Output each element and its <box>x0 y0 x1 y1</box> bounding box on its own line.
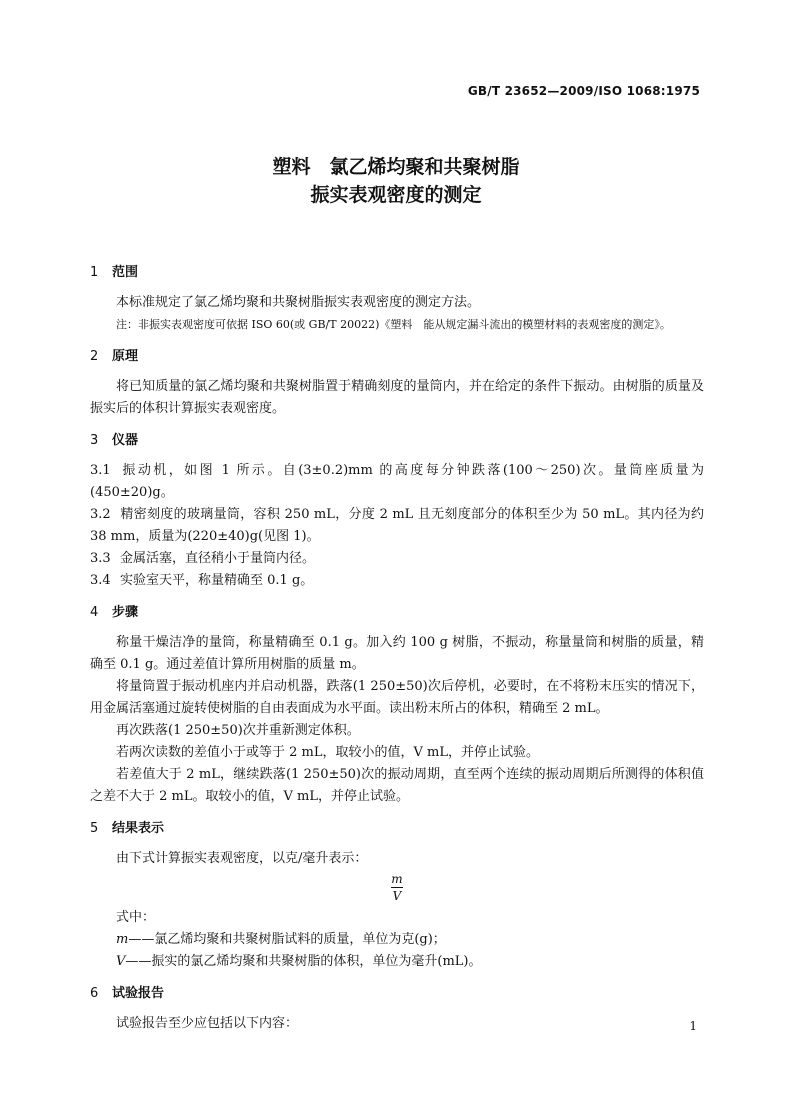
item-text: 振动机，如图 1 所示。自(3±0.2)mm 的高度每分钟跌落(100～250)次。量筒座质量为(450±20)g。 <box>90 463 704 500</box>
item-number: 3.4 <box>90 573 111 588</box>
section-heading-results <box>90 818 704 840</box>
where-label: 式中： <box>116 910 156 925</box>
formula-denominator: V <box>392 889 402 903</box>
section-number: 5 <box>90 821 99 836</box>
formula-numerator: m <box>391 872 403 886</box>
procedure-paragraph: 再次跌落(1 250±50)次并重新测定体积。 <box>116 723 360 738</box>
symbol: m <box>116 932 129 947</box>
section-number: 3 <box>90 433 99 448</box>
item-number: 3.2 <box>90 507 111 522</box>
section-number: 2 <box>90 349 99 364</box>
section-heading-apparatus <box>90 430 704 452</box>
section-heading-principle <box>90 346 704 368</box>
section-number: 4 <box>90 605 99 620</box>
results-paragraph: 由下式计算振实表观密度，以克/毫升表示： <box>116 851 368 866</box>
symbol-definition <box>90 951 704 973</box>
procedure-paragraph: 将量筒置于振动机座内并启动机器，跌落(1 250±50)次后停机，必要时，在不将粉末压实的情况下，用金属活塞通过旋转使树脂的自由表面成为水平面。读出粉末所占的体积，精确至 2 mL。 <box>90 679 704 716</box>
section-number: 1 <box>90 265 99 280</box>
symbol: V <box>116 954 126 969</box>
section-title: 范围 <box>112 265 139 280</box>
procedure-paragraph: 若两次读数的差值小于或等于 2 mL，取较小的值，V mL，并停止试验。 <box>116 745 539 760</box>
apparatus-item <box>90 570 704 592</box>
section-title: 结果表示 <box>112 821 165 836</box>
document-title-line-2: 振实表观密度的测定 <box>310 184 482 206</box>
section-title: 试验报告 <box>112 986 165 1001</box>
standard-code: GB/T 23652—2009/ISO 1068:1975 <box>467 84 700 98</box>
document-title-line-1: 塑料 氯乙烯均聚和共聚树脂 <box>272 156 520 178</box>
fraction-bar <box>391 887 403 888</box>
item-text: 精密刻度的玻璃量筒，容积 250 mL，分度 2 mL 且无刻度部分的体积至少为 50 mL。其内径为约 38 mm，质量为(220±40)g(见图 1)。 <box>90 507 704 544</box>
item-number: 3.1 <box>90 463 111 478</box>
document-body <box>90 262 704 1035</box>
item-number: 3.3 <box>90 551 111 566</box>
procedure-paragraph: 称量干燥洁净的量筒，称量精确至 0.1 g。加入约 100 g 树脂，不振动，称量量筒和树脂的质量，精确至 0.1 g。通过差值计算所用树脂的质量 m。 <box>90 635 704 672</box>
section-heading-scope <box>90 262 704 284</box>
section-heading-test-report <box>90 983 704 1005</box>
section-heading-procedure <box>90 602 704 624</box>
apparatus-item <box>90 548 704 570</box>
apparatus-item <box>90 504 704 548</box>
item-text: 实验室天平，称量精确至 0.1 g。 <box>120 573 314 588</box>
item-text: 金属活塞，直径稍小于量筒内径。 <box>120 551 316 566</box>
definition-text: ——氯乙烯均聚和共聚树脂试料的质量，单位为克(g)； <box>128 932 446 947</box>
section-number: 6 <box>90 986 99 1001</box>
apparatus-item <box>90 460 704 504</box>
section-title: 仪器 <box>112 433 139 448</box>
report-paragraph: 试验报告至少应包括以下内容： <box>116 1016 299 1031</box>
scope-note: 注：非振实表观密度可依据 ISO 60(或 GB/T 20022)《塑料 能从规定漏斗流出的模塑材料的表观密度的测定》。 <box>116 318 671 331</box>
symbol-definition <box>90 929 704 951</box>
page-number: 1 <box>689 1019 697 1033</box>
fraction <box>391 872 403 903</box>
principle-paragraph: 将已知质量的氯乙烯均聚和共聚树脂置于精确刻度的量筒内，并在给定的条件下振动。由树脂的质量及振实后的体积计算振实表观密度。 <box>90 379 704 416</box>
section-title: 步骤 <box>112 605 139 620</box>
section-title: 原理 <box>112 349 139 364</box>
density-formula <box>90 872 704 903</box>
procedure-paragraph: 若差值大于 2 mL，继续跌落(1 250±50)次的振动周期，直至两个连续的振动周期后所测得的体积值之差不大于 2 mL。取较小的值，V mL，并停止试验。 <box>90 767 704 804</box>
definition-text: ——振实的氯乙烯均聚和共聚树脂的体积，单位为毫升(mL)。 <box>125 954 482 969</box>
scope-paragraph: 本标准规定了氯乙烯均聚和共聚树脂振实表观密度的测定方法。 <box>116 295 481 310</box>
